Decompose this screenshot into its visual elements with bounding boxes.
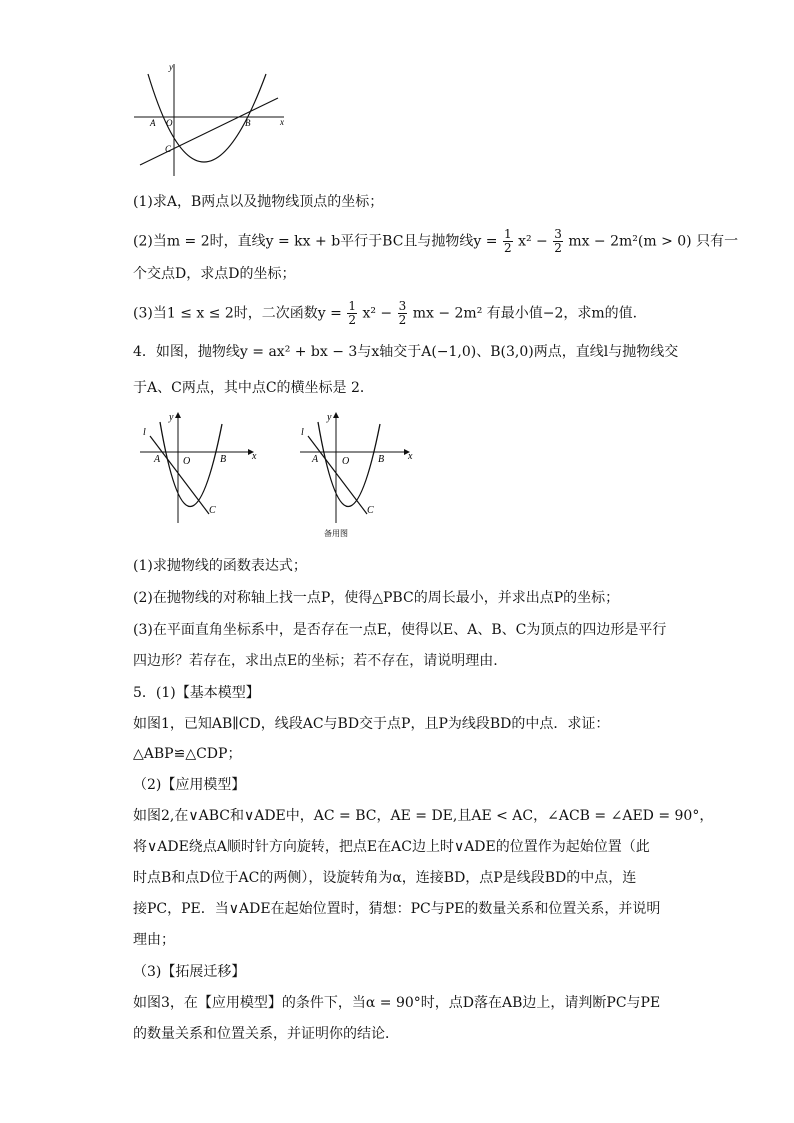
- q3-part2-mid: x² −: [518, 233, 548, 250]
- fraction: $\frac{1}{2}$: [503, 227, 512, 255]
- q4-part1: (1)求抛物线的函数表达式；: [133, 558, 307, 574]
- q5-p2-line4: 接PC，PE．当∨ADE在起始位置时，猜想：PC与PE的数量关系和位置关系，并说明: [133, 901, 661, 917]
- q3-part3-post: mx − 2m² 有最小值−2，求m的值.: [412, 305, 638, 322]
- fig-top-O: O: [166, 118, 173, 128]
- q3-part2-pre: (2)当m = 2时，直线y = kx + b平行于BC且与抛物线y =: [133, 233, 498, 250]
- fig-top-B: B: [245, 118, 251, 128]
- q3-part3-pre: (3)当1 ≤ x ≤ 2时，二次函数y =: [133, 305, 342, 322]
- fig-top-C: C: [165, 144, 172, 154]
- q4-line2: 于A、C两点，其中点C的横坐标是 2．: [133, 380, 374, 396]
- q3-part3-mid: x² −: [362, 305, 393, 322]
- q4-part3-line2: 四边形？若存在，求出点E的坐标；若不存在，请说明理由.: [133, 653, 498, 669]
- q5-p1-line1: 如图1，已知AB∥CD，线段AC与BD交于点P，且P为线段BD的中点．求证：: [133, 716, 610, 732]
- fraction: $\frac{1}{2}$: [348, 299, 356, 327]
- fig-q4b-B: B: [378, 454, 385, 465]
- q3-part2-post: mx − 2m²(m > 0) 只有一: [568, 233, 739, 250]
- fig-q4-x: x: [252, 451, 257, 462]
- q5-head3: （3)【拓展迁移】: [133, 964, 246, 980]
- q5-head1: 5．(1)【基本模型】: [133, 685, 260, 701]
- q3-part1: (1)求A，B两点以及抛物线顶点的坐标；: [133, 194, 384, 210]
- fig-q4b-l: l: [301, 427, 304, 438]
- q5-p2-line2: 将∨ADE绕点A顺时针方向旋转，把点E在AC边上时∨ADE的位置作为起始位置（此: [133, 839, 650, 855]
- q5-p3-line2: 的数量关系和位置关系，并证明你的结论．: [133, 1026, 399, 1042]
- fig-q4-C: C: [209, 505, 216, 516]
- q5-p3-line1: 如图3，在【应用模型】的条件下，当α = 90°时，点D落在AB边上，请判断PC与PE: [133, 995, 661, 1011]
- fig-q4-O: O: [183, 456, 191, 467]
- fig-top-A: A: [150, 118, 156, 128]
- fig-q4b-x: x: [408, 451, 413, 462]
- q3-part2-line2: 个交点D，求点D的坐标；: [133, 266, 296, 282]
- q3-part3: [133, 300, 637, 327]
- fraction: $\frac{3}{2}$: [554, 227, 562, 255]
- fraction: $\frac{3}{2}$: [398, 299, 407, 327]
- q5-p2-line5: 理由；: [133, 932, 175, 948]
- fig-top-x: x: [280, 117, 284, 127]
- q5-head2: （2)【应用模型】: [133, 777, 246, 793]
- q4-part3-line1: (3)在平面直角坐标系中，是否存在一点E，使得以E、A、B、C为顶点的四边形是平行: [133, 622, 667, 638]
- figure-parabola-top: [130, 60, 290, 178]
- q5-p2-line1: 如图2,在∨ABC和∨ADE中，AC = BC，AE = DE,且AE < AC，∠ACB = ∠AED = 90°，: [133, 808, 714, 824]
- q4-part2: (2)在抛物线的对称轴上找一点P，使得△PBC的周长最小，并求出点P的坐标；: [133, 590, 620, 606]
- q5-p1-line2: △ABP≌△CDP；: [133, 746, 242, 762]
- fig-q4b-caption: 备用图: [324, 529, 348, 538]
- fig-q4b-O: O: [342, 456, 350, 467]
- q5-p2-line3: 时点B和点D位于AC的两侧），设旋转角为α，连接BD，点P是线段BD的中点，连: [133, 870, 637, 886]
- fig-top-y: y: [169, 62, 173, 72]
- figure-q4-main: [140, 410, 260, 525]
- fig-q4-l: l: [143, 427, 146, 438]
- q3-part2: [133, 228, 738, 255]
- fig-q4b-y: y: [327, 412, 332, 423]
- fig-q4-A: A: [154, 454, 161, 465]
- fig-q4-y: y: [169, 412, 174, 423]
- figure-q4-backup: [300, 410, 420, 540]
- fig-q4b-A: A: [312, 454, 319, 465]
- fig-q4b-C: C: [367, 505, 374, 516]
- fig-q4-B: B: [220, 454, 227, 465]
- q4-line1: 4．如图，抛物线y = ax² + bx − 3与x轴交于A(−1,0)、B(3,0)两点，直线l与抛物线交: [133, 344, 679, 360]
